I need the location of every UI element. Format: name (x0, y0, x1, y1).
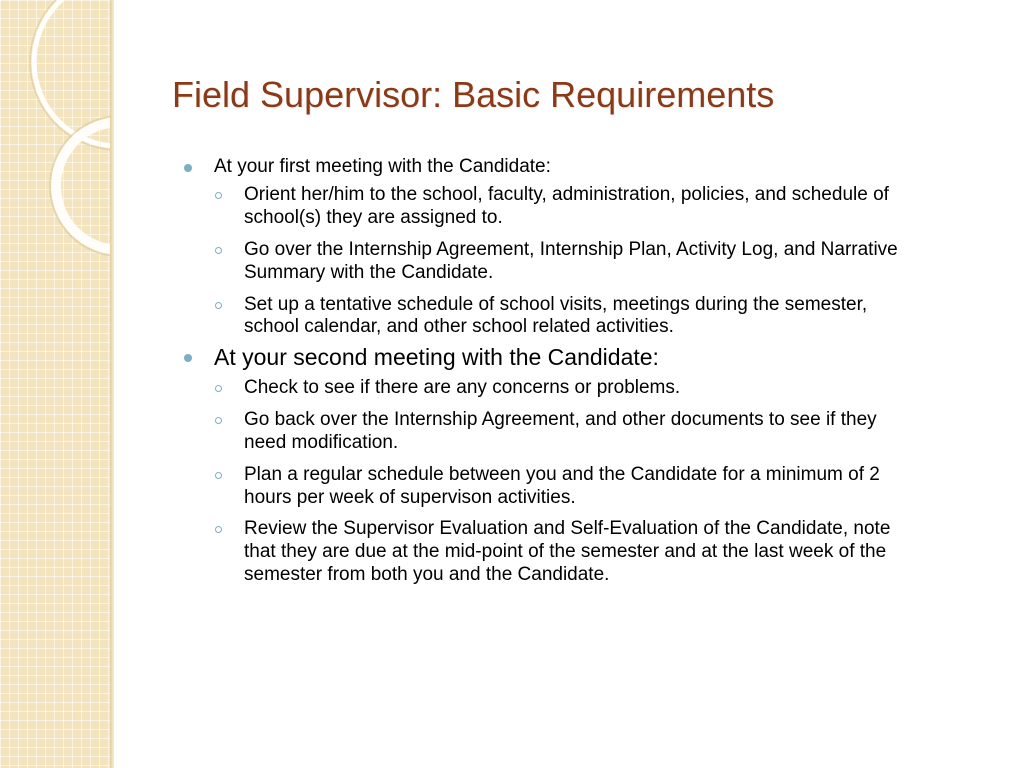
bullet-ring-icon (215, 192, 222, 199)
sub-bullet (184, 184, 904, 230)
sub-bullet-text: Plan a regular schedule between you and the Candidate for a minimum of 2 hours per week of supervison activities. (244, 463, 880, 508)
sub-bullet-text: Set up a tentative schedule of school visits, meetings during the semester, school calendar, and other school related activities. (244, 293, 868, 338)
sub-bullet-text: Orient her/him to the school, faculty, administration, policies, and schedule of school(s) they are assigned to. (244, 184, 889, 229)
bullet-ring-icon (215, 526, 222, 533)
slide-content (184, 154, 904, 587)
bullet-heading: At your second meeting with the Candidate: (214, 344, 659, 371)
sub-bullet (184, 409, 904, 455)
bullet-second-meeting (184, 344, 904, 371)
bullet-dot-icon (184, 164, 192, 172)
sub-bullet (184, 377, 904, 400)
bullet-first-meeting (184, 156, 904, 178)
decorative-circles (0, 0, 113, 768)
slide-title: Field Supervisor: Basic Requirements (172, 74, 775, 115)
bullet-ring-icon (215, 385, 222, 392)
sub-bullet (184, 518, 904, 586)
sub-bullet-text: Review the Supervisor Evaluation and Self-Evaluation of the Candidate, note that they are due at the mid-point of the semester and at the last week of the semester from both you and the Candidate. (244, 518, 891, 585)
sub-bullet (184, 464, 904, 510)
sub-bullet-text: Check to see if there are any concerns or problems. (244, 377, 681, 399)
decorative-side-panel (0, 0, 113, 768)
bullet-ring-icon (215, 472, 222, 479)
bullet-dot-icon (184, 354, 192, 362)
sub-bullet-text: Go over the Internship Agreement, Internship Plan, Activity Log, and Narrative Summary with the Candidate. (244, 239, 898, 283)
sub-bullet-text: Go back over the Internship Agreement, and other documents to see if they need modification. (244, 409, 877, 453)
sub-bullet (184, 294, 904, 340)
bullet-ring-icon (215, 247, 222, 254)
bullet-ring-icon (215, 302, 222, 309)
side-panel-edge (110, 0, 114, 768)
sub-bullet (184, 239, 904, 285)
bullet-heading: At your first meeting with the Candidate: (214, 156, 551, 177)
bullet-ring-icon (215, 417, 222, 424)
